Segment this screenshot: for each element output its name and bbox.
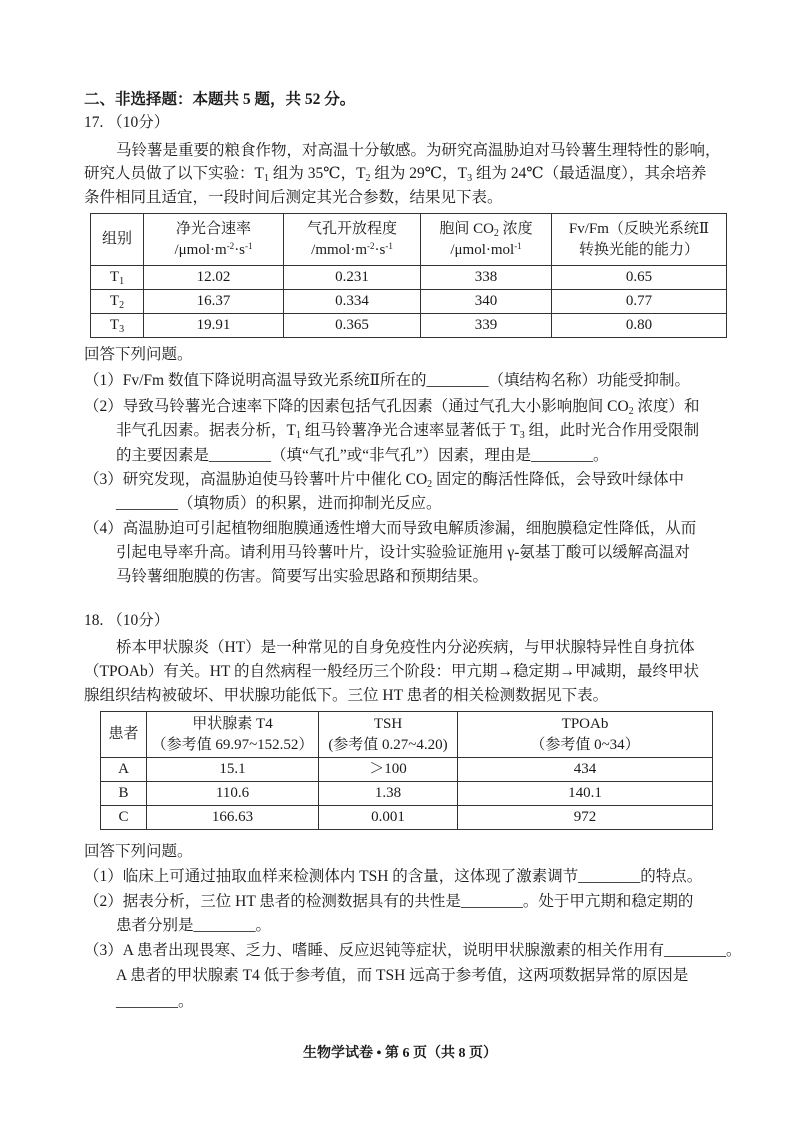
- cell-fvfm: 0.80: [552, 314, 727, 338]
- q17-sub3-line2: ________（填物质）的积累，进而抑制光反应。: [116, 495, 442, 512]
- text: 组，此时光合作用受限制: [524, 422, 700, 439]
- text: -2: [226, 240, 235, 251]
- text: 2: [119, 300, 125, 311]
- q18-intro-line3: 腺组织结构被破坏、甲状腺功能低下。三位 HT 患者的相关检测数据见下表。: [84, 687, 609, 704]
- text: 组为 29℃，T: [370, 165, 468, 182]
- text: (参考值 0.27~4.20): [328, 736, 448, 753]
- text: 2: [628, 406, 634, 417]
- table-row: [91, 314, 727, 338]
- cell-rate: 12.02: [144, 266, 284, 290]
- text: （3）研究发现，高温胁迫使马铃薯叶片中催化 CO: [84, 471, 428, 488]
- q18-sub1: （1）临床上可通过抽取血样来检测体内 TSH 的含量，这体现了激素调节________的特点。: [84, 868, 703, 885]
- text: （参考值 69.97~152.52）: [151, 736, 314, 753]
- text: ·s: [374, 241, 386, 258]
- q18-prompt: 回答下列问题。: [84, 843, 193, 860]
- cell-tpoab: 140.1: [458, 782, 713, 806]
- q18-sub3-line2: A 患者的甲状腺素 T4 低于参考值，而 TSH 远高于参考值，这两项数据异常的原因是: [116, 967, 689, 984]
- text: 浓度）和: [633, 398, 700, 415]
- text: T: [109, 269, 120, 285]
- text: 转换光能的能力）: [578, 241, 699, 258]
- q17-sub2-line1: [84, 397, 700, 417]
- q17-intro-line1: 马铃薯是重要的粮食作物，对高温十分敏感。为研究高温胁迫对马铃薯生理特性的影响，: [116, 142, 721, 159]
- table-row: [91, 266, 727, 290]
- q18-sub3-line1: （3）A 患者出现畏寒、乏力、嗜睡、反应迟钝等症状，说明甲状腺激素的相关作用有________。: [84, 942, 742, 959]
- text: 固定的酶活性降低，会导致叶绿体中: [432, 471, 685, 488]
- cell-stomata: 0.365: [284, 314, 421, 338]
- text: Fv/Fm（反映光系统Ⅱ: [568, 220, 710, 237]
- q17-sub1: （1）Fv/Fm 数值下降说明高温导致光系统Ⅱ所在的________（填结构名称）功能受抑制。: [84, 372, 691, 389]
- text: 2: [493, 227, 499, 239]
- text: 1: [263, 173, 269, 184]
- cell-stomata: 0.334: [284, 290, 421, 314]
- table-row: [101, 806, 713, 830]
- text: 组为 24℃（最适温度），其余培养: [472, 165, 707, 182]
- cell-patient: C: [101, 806, 147, 830]
- q17-sub4-line3: 马铃薯细胞膜的伤害。简要写出实验思路和预期结果。: [116, 568, 489, 585]
- q17-table: [90, 213, 727, 338]
- cell-fvfm: 0.77: [552, 290, 727, 314]
- cell-stomata: 0.231: [284, 266, 421, 290]
- text: T: [109, 317, 120, 333]
- q17-intro-line3: 条件相同且适宜，一段时间后测定其光合参数，结果见下表。: [84, 189, 503, 206]
- text: 净光合速率: [175, 220, 251, 237]
- header-co2: [421, 214, 552, 266]
- cell-t4: 110.6: [147, 782, 319, 806]
- q17-sub4-line1: （4）高温胁迫可引起植物细胞膜通透性增大而导致电解质渗漏，细胞膜稳定性降低，从而: [84, 520, 697, 537]
- text: （参考值 0~34）: [530, 736, 640, 753]
- text: -1: [245, 240, 253, 251]
- text: TSH: [373, 715, 403, 732]
- q18-sub2-line1: （2）据表分析，三位 HT 患者的检测数据具有的共性是________。处于甲亢期和稳定期的: [84, 893, 694, 910]
- q18-intro-line2: （TPOAb）有关。HT 的自然病程一般经历三个阶段：甲亢期→稳定期→甲减期，最终甲状: [84, 663, 699, 680]
- text: 浓度: [498, 220, 533, 237]
- text: -1: [514, 240, 522, 251]
- text: 研究人员做了以下实验：T: [84, 165, 264, 182]
- cell-tsh: ＞100: [319, 758, 458, 782]
- cell-tpoab: 434: [458, 758, 713, 782]
- cell-co2: 338: [421, 266, 552, 290]
- unit: [421, 240, 551, 261]
- cell-rate: 16.37: [144, 290, 284, 314]
- unit: [284, 240, 420, 261]
- unit: [144, 240, 283, 261]
- cell-patient: B: [101, 782, 147, 806]
- cell-group: [91, 314, 144, 338]
- text: -1: [385, 240, 393, 251]
- text: 1: [295, 430, 301, 441]
- text: 非气孔因素。据表分析，T: [116, 422, 296, 439]
- q18-sub2-line2: 患者分别是________。: [116, 917, 272, 934]
- page-footer: 生物学试卷 • 第 6 页（共 8 页）: [303, 1046, 497, 1061]
- q18-table: [100, 711, 713, 830]
- q17-sub4-line2: 引起电导率升高。请利用马铃薯叶片，设计实验验证施用 γ-氨基丁酸可以缓解高温对: [116, 544, 690, 561]
- text: ·s: [234, 241, 246, 258]
- header-rate: [144, 214, 284, 266]
- text: /μmol·mol: [450, 241, 515, 258]
- q17-sub3-line1: [84, 470, 684, 490]
- q17-intro-line2: [84, 164, 706, 184]
- text: 1: [119, 276, 125, 287]
- header-patient: 患者: [101, 712, 147, 758]
- cell-tsh: 0.001: [319, 806, 458, 830]
- header-fvfm: [552, 214, 727, 266]
- header-group: 组别: [91, 214, 144, 266]
- text: /μmol·m: [174, 241, 227, 258]
- text: 2: [427, 479, 433, 490]
- text: 气孔开放程度: [306, 220, 397, 237]
- cell-rate: 19.91: [144, 314, 284, 338]
- text: /mmol·m: [311, 241, 367, 258]
- section-heading: 二、非选择题：本题共 5 题，共 52 分。: [84, 91, 356, 108]
- text: 2: [365, 173, 371, 184]
- cell-fvfm: 0.65: [552, 266, 727, 290]
- cell-t4: 15.1: [147, 758, 319, 782]
- table-row: [91, 290, 727, 314]
- q17-sub2-line2: [116, 421, 699, 441]
- cell-patient: A: [101, 758, 147, 782]
- q18-sub3-line3: ________。: [116, 993, 194, 1010]
- cell-group: [91, 266, 144, 290]
- table-row: [101, 782, 713, 806]
- header-tsh: [319, 712, 458, 758]
- cell-tsh: 1.38: [319, 782, 458, 806]
- header-t4: [147, 712, 319, 758]
- cell-t4: 166.63: [147, 806, 319, 830]
- text: TPOAb: [561, 715, 609, 732]
- q17-prompt: 回答下列问题。: [84, 346, 193, 363]
- header-tpoab: [458, 712, 713, 758]
- table-row: [101, 758, 713, 782]
- q17-number: 17. （10分）: [84, 114, 170, 131]
- text: 组马铃薯净光合速率显著低于 T: [300, 422, 520, 439]
- text: -2: [367, 240, 375, 251]
- text: T: [109, 293, 120, 309]
- header-stomata: [284, 214, 421, 266]
- q18-intro-line1: 桥本甲状腺炎（HT）是一种常见的自身免疫性内分泌疾病，与甲状腺特异性自身抗体: [116, 639, 695, 656]
- text: [421, 219, 551, 240]
- cell-group: [91, 290, 144, 314]
- text: 甲状腺素 T4: [192, 715, 273, 732]
- cell-co2: 340: [421, 290, 552, 314]
- text: 组为 35℃，T: [268, 165, 366, 182]
- text: 3: [119, 324, 125, 335]
- q17-sub2-line3: 的主要因素是________（填“气孔”或“非气孔”）因素，理由是________。: [116, 447, 609, 464]
- text: 胞间 CO: [439, 220, 494, 237]
- text: 3: [519, 430, 525, 441]
- q18-number: 18. （10分）: [84, 612, 170, 629]
- cell-tpoab: 972: [458, 806, 713, 830]
- text: （2）导致马铃薯光合速率下降的因素包括气孔因素（通过气孔大小影响胞间 CO: [84, 398, 629, 415]
- text: 3: [467, 173, 473, 184]
- cell-co2: 339: [421, 314, 552, 338]
